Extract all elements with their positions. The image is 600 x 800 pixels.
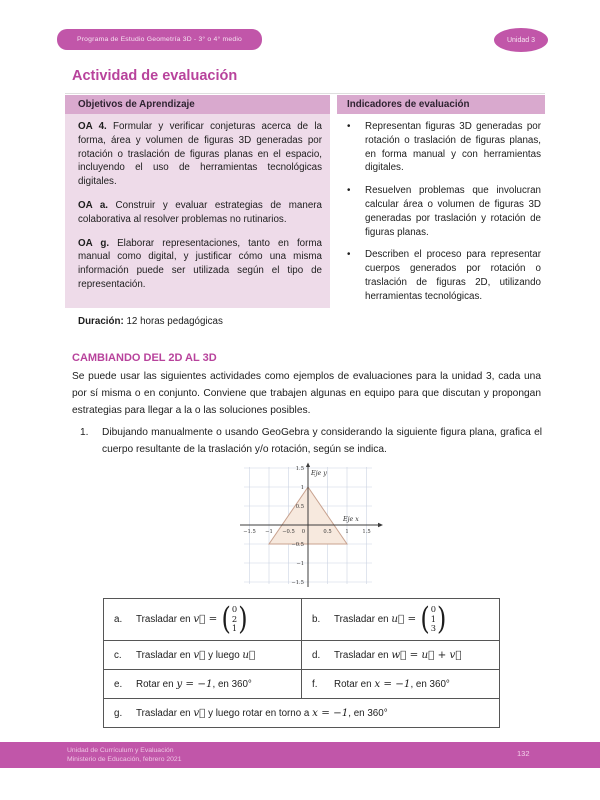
oa-paragraph: [78, 237, 322, 292]
vector-value: 1: [231, 623, 238, 634]
text-segment: y luego: [205, 649, 243, 661]
item-number: 1.: [80, 427, 89, 438]
y-tick-label: −1.5: [291, 580, 304, 586]
indicator-item: [347, 184, 541, 239]
text-segment: v⃗: [449, 649, 462, 661]
item-text: Dibujando manualmente o usando GeoGebra y considerando la siguiente figura plana, grafica el cuerpo resultante de la traslación y/o rotación, según se indica.: [102, 427, 542, 455]
option-cell: [302, 670, 499, 698]
oa-text: Elaborar representaciones, tanto en forma manual como digital, y justificar cómo una misma información puede ser utilizada según el tipo de representación.: [78, 237, 322, 290]
text-segment: u⃗: [242, 649, 256, 661]
vector-value: 1: [430, 613, 437, 624]
section-intro: Se puede usar las siguientes actividades como ejemplos de evaluaciones para la unidad 3, cada una por sí misma o en conjunto. Conviene que trabajen algunas en equipo para que discutan y propongan estrategias para llegar a la o las soluciones posibles.: [72, 371, 541, 416]
text-segment: w⃗: [391, 649, 407, 661]
y-tick-label: −1: [296, 561, 304, 567]
oa-paragraph: [78, 199, 322, 227]
x-tick-label: 1.5: [362, 529, 371, 535]
duration-value: 12 horas pedagógicas: [123, 316, 223, 327]
text-segment: Trasladar en: [334, 649, 392, 661]
y-axis-arrow: [306, 463, 310, 468]
option-text: [136, 707, 388, 719]
text-segment: = −1: [182, 678, 213, 690]
option-label: d.: [312, 649, 321, 661]
duration-label: Duración:: [78, 316, 124, 327]
indicators-column: [337, 114, 541, 313]
y-tick-label: −0.5: [291, 542, 304, 548]
text-segment: y luego rotar en torno a: [205, 707, 313, 719]
y-axis-label: Eje y: [311, 470, 327, 477]
bullet-icon: •: [347, 185, 351, 197]
oa-code: OA a.: [78, 199, 109, 211]
text-segment: , en 360°: [212, 678, 252, 690]
activity-item-1: [80, 424, 542, 458]
option-label: f.: [312, 678, 318, 690]
text-segment: x: [374, 678, 381, 690]
unit-badge: [494, 28, 548, 52]
page-title: Actividad de evaluación: [72, 68, 238, 84]
x-tick-label: 0.5: [323, 529, 332, 535]
vector-value: 3: [430, 623, 437, 634]
option-cell: [104, 670, 302, 698]
x-tick-label: −1: [265, 529, 273, 535]
oa-paragraph: [78, 120, 322, 189]
paren-open: (: [221, 600, 231, 637]
option-label: g.: [114, 707, 123, 719]
text-segment: =: [406, 649, 422, 661]
option-cell: [302, 599, 499, 640]
paren-close: ): [238, 600, 248, 637]
option-label: e.: [114, 678, 123, 690]
option-text: [334, 600, 447, 637]
text-segment: u⃗: [421, 649, 435, 661]
bullet-icon: •: [347, 249, 351, 261]
text-segment: , en 360°: [348, 707, 388, 719]
text-segment: = −1: [380, 678, 411, 690]
indicators-header: Indicadores de evaluación: [337, 95, 545, 114]
option-cell: [104, 699, 499, 727]
objectives-header: Objetivos de Aprendizaje: [65, 95, 330, 114]
footer-org-line1: Unidad de Currículum y Evaluación: [67, 747, 174, 754]
text-segment: Rotar en: [334, 678, 375, 690]
oa-code: OA 4.: [78, 121, 107, 132]
text-segment: v⃗: [193, 707, 206, 719]
page-number: 132: [517, 749, 530, 758]
paren-open: (: [420, 600, 430, 637]
text-segment: , en 360°: [410, 678, 450, 690]
indicator-text: Representan figuras 3D generadas por rotación o traslación de figuras planas, en forma manual y con herramientas digitales.: [365, 121, 541, 174]
vector-values: [231, 605, 238, 635]
text-segment: v⃗: [193, 613, 206, 626]
indicator-item: [347, 120, 541, 175]
figure-plot: [233, 462, 383, 590]
option-text: [136, 649, 255, 661]
vector-matrix: [420, 600, 447, 637]
section-heading: CAMBIANDO DEL 2D AL 3D: [72, 352, 217, 364]
text-segment: =: [404, 613, 420, 626]
x-tick-label: 0: [301, 529, 305, 535]
oa-table-top-border: [65, 93, 545, 94]
text-segment: Trasladar en: [136, 613, 194, 625]
footer-org-block: [67, 746, 181, 764]
y-tick-label: 0.5: [295, 504, 304, 510]
option-row: [104, 640, 499, 669]
indicator-text: Resuelven problemas que involucran calcular área o volumen de figuras 3D generadas por traslación y rotación de figuras planas.: [365, 185, 541, 238]
paren-close: ): [437, 600, 447, 637]
text-segment: = −1: [317, 707, 349, 719]
options-table: [103, 598, 500, 728]
vector-value: 2: [231, 613, 238, 624]
option-label: a.: [114, 614, 123, 625]
text-segment: Rotar en: [136, 678, 177, 690]
bullet-icon: •: [347, 121, 351, 132]
text-segment: Trasladar en: [136, 707, 194, 719]
indicator-text: Describen el proceso para representar cuerpos generados por rotación o traslación de figuras 2D, utilizando herramientas tecnológicas.: [365, 249, 541, 302]
option-cell: [104, 641, 302, 669]
option-label: b.: [312, 614, 321, 625]
x-tick-label: 1: [345, 529, 349, 535]
text-segment: y: [176, 678, 183, 690]
text-segment: u⃗: [391, 613, 405, 626]
option-cell: [104, 599, 302, 640]
objectives-column: [65, 114, 330, 308]
option-label: c.: [114, 649, 122, 661]
x-tick-label: −0.5: [282, 529, 295, 535]
footer-org-line2: Ministerio de Educación, febrero 2021: [67, 756, 182, 763]
unit-badge-label: Unidad 3: [506, 36, 536, 44]
vector-values: [430, 605, 437, 635]
indicator-item: [347, 248, 541, 303]
text-segment: Trasladar en: [334, 613, 392, 625]
option-text: [136, 678, 252, 690]
oa-text: Formular y verificar conjeturas acerca de la forma, área y volumen de figuras 3D generadas por rotación o traslación de figuras planas en el espacio, incluyendo el uso de herramientas tecnológicas digitales.: [78, 121, 322, 188]
oa-code: OA g.: [78, 237, 110, 249]
footer-bar: [0, 742, 600, 768]
y-tick-label: 1.5: [295, 466, 304, 472]
option-text: [334, 649, 462, 661]
x-axis-arrow: [378, 523, 383, 527]
text-segment: +: [434, 649, 450, 661]
option-row: [104, 669, 499, 698]
oa-text: Construir y evaluar estrategias de manera colaborativa al resolver problemas no rutinarios.: [78, 199, 322, 225]
option-text: [334, 678, 450, 690]
program-header-pill: [57, 29, 262, 50]
duration-line: [78, 316, 223, 327]
text-segment: v⃗: [193, 649, 206, 661]
x-axis-label: Eje x: [343, 516, 359, 523]
y-tick-label: 1: [300, 485, 304, 491]
vector-value: 0: [231, 603, 238, 614]
text-segment: Trasladar en: [136, 649, 194, 661]
option-row: [104, 698, 499, 727]
text-segment: =: [205, 613, 221, 626]
program-header-label: Programa de Estudio Geometría 3D - 3° o 4° medio: [76, 36, 243, 43]
vector-value: 0: [430, 603, 437, 614]
option-cell: [302, 641, 499, 669]
vector-matrix: [221, 600, 248, 637]
x-tick-label: −1.5: [243, 529, 256, 535]
option-text: [136, 600, 248, 637]
option-row: [104, 599, 499, 640]
text-segment: x: [312, 707, 318, 719]
